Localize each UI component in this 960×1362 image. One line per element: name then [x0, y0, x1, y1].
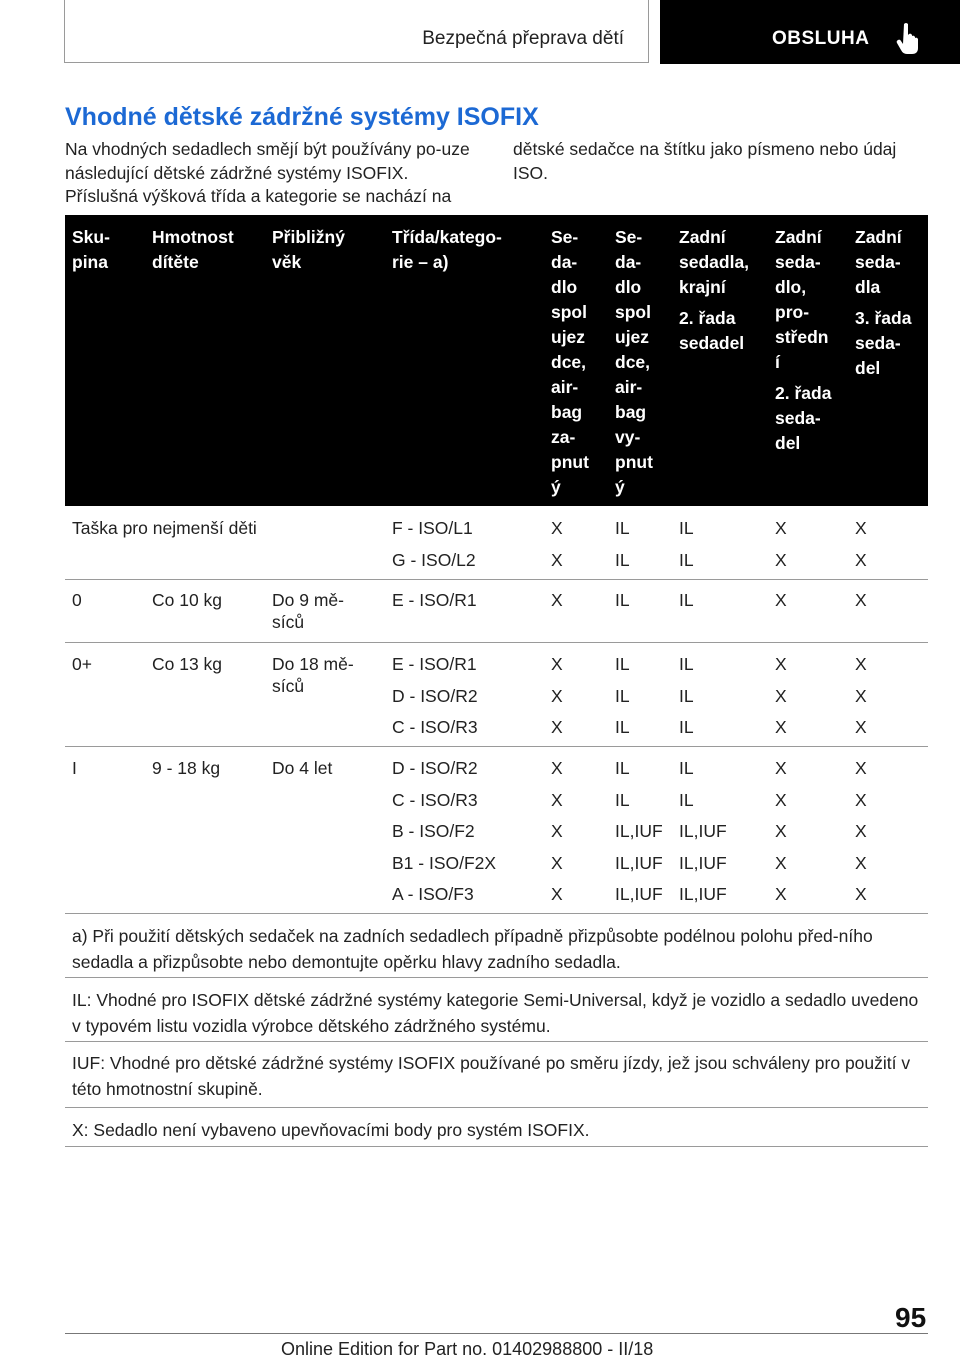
header-line: seda- [775, 252, 821, 272]
column-header-6 [615, 225, 653, 500]
header-line: dlo [551, 277, 578, 297]
header-line: dla [855, 277, 881, 297]
header-line: věk [272, 252, 302, 272]
table-cell: IL,IUF [615, 884, 663, 904]
header-line: spol [615, 302, 651, 322]
table-cell: IL [679, 758, 694, 778]
header-line: dce, [615, 352, 651, 372]
group-label: 0+ [72, 654, 92, 674]
footnote-rule [65, 1107, 928, 1108]
table-rule [65, 579, 928, 580]
header-line: ujez [615, 327, 650, 347]
page-number: 95 [895, 1302, 927, 1333]
table-cell: X [551, 758, 563, 778]
table-cell: X [855, 717, 867, 737]
header-subline: del [855, 358, 881, 378]
header-line: Se- [551, 227, 579, 247]
header-line: za- [551, 427, 576, 447]
column-header-7 [679, 225, 749, 356]
table-cell: X [551, 717, 563, 737]
table-cell: E - ISO/R1 [392, 654, 477, 674]
table-cell: X [551, 518, 563, 538]
table-cell: IL [615, 758, 630, 778]
header-line: vy- [615, 427, 641, 447]
footnote-rule [65, 1041, 928, 1042]
table-cell: IL [679, 789, 694, 810]
table-cell: IL,IUF [615, 852, 663, 873]
table-cell: X [551, 789, 563, 810]
table-cell: X [855, 758, 867, 778]
table-rule [65, 746, 928, 747]
table-cell: IL,IUF [679, 852, 727, 873]
header-line: sedadla, [679, 252, 750, 272]
table-cell: X [775, 821, 787, 841]
table-cell: X [775, 758, 787, 778]
header-line: da- [551, 252, 578, 272]
footnote-rule [65, 977, 928, 978]
table-cell: D - ISO/R2 [392, 685, 478, 706]
header-subline: del [775, 433, 801, 453]
header-line: spol [551, 302, 587, 322]
column-header-3 [272, 225, 345, 275]
header-line: pina [72, 252, 108, 272]
header-line: rie – a) [392, 252, 449, 272]
weight-cell: 9 - 18 kg [152, 758, 221, 778]
table-cell: B1 - ISO/F2X [392, 852, 497, 873]
age-cell: Do 4 let [272, 758, 333, 778]
header-line: pnut [551, 452, 589, 472]
age-cell: síců [272, 676, 305, 696]
table-cell: IL [615, 654, 630, 674]
table-cell: IL [615, 518, 630, 538]
header-line: Přibližný [272, 227, 345, 247]
table-header [65, 215, 928, 506]
header-line: seda- [855, 252, 901, 272]
header-line: Zadní [855, 227, 902, 247]
header-line: ujez [551, 327, 586, 347]
header-line: bag [551, 402, 583, 422]
table-cell: X [551, 685, 563, 706]
age-cell: Do 9 mě- [272, 590, 344, 610]
header-subline: 2. řada [775, 383, 832, 403]
footnote-rule [65, 1146, 928, 1147]
column-header-1 [72, 225, 110, 275]
table-cell: IL [679, 518, 694, 538]
table-cell: X [855, 549, 867, 570]
chapter-label: OBSLUHA [772, 28, 870, 49]
column-header-8 [775, 225, 831, 456]
section-title: Bezpečná přeprava dětí [422, 28, 624, 49]
table-cell: X [855, 685, 867, 706]
header-line: pnut [615, 452, 653, 472]
table-cell: IL [679, 590, 694, 610]
table-cell: X [551, 549, 563, 570]
table-cell: IL [615, 789, 630, 810]
table-cell: X [551, 852, 563, 873]
footnote: IUF: Vhodné pro dětské zádržné systémy ISOFIX používané po směru jízdy, jež jsou schváleny pro použití v této hmotnostní skupině. [72, 1053, 911, 1099]
header-subline: 2. řada [679, 308, 736, 328]
header-line: Se- [615, 227, 643, 247]
header-line: air- [551, 377, 579, 397]
table-cell: X [775, 549, 787, 570]
table-cell: X [855, 654, 867, 674]
table-cell: E - ISO/R1 [392, 590, 477, 610]
table-cell: X [551, 654, 563, 674]
header-line: Zadní [775, 227, 822, 247]
column-header-5 [551, 225, 589, 500]
footnote: IL: Vhodné pro ISOFIX dětské zádržné systémy kategorie Semi-Universal, když je vozidlo a sedadlo uvedeno v typovém listu vozidla výrobce dětského zádržného systému. [72, 990, 919, 1036]
table-cell: IL,IUF [679, 884, 727, 904]
table-cell: A - ISO/F3 [392, 884, 474, 904]
header-line: bag [615, 402, 647, 422]
column-header-9 [855, 225, 911, 381]
header-line: air- [615, 377, 643, 397]
table-cell: B - ISO/F2 [392, 821, 475, 841]
column-header-4 [392, 225, 502, 275]
table-cell: F - ISO/L1 [392, 518, 473, 538]
header-line: ý [551, 477, 561, 497]
header-line: da- [615, 252, 642, 272]
header-subline: 3. řada [855, 308, 912, 328]
table-cell: X [775, 884, 787, 904]
table-cell: C - ISO/R3 [392, 789, 478, 810]
table-cell: X [775, 590, 787, 610]
table-rule [65, 913, 928, 914]
edition-text: Online Edition for Part no. 01402988800 - II/18 [281, 1339, 654, 1359]
table-cell: IL,IUF [615, 821, 663, 841]
header-line: ý [615, 477, 625, 497]
header-line: Sku- [72, 227, 110, 247]
header-line: středn [775, 327, 829, 347]
header-line: Třída/katego- [392, 227, 502, 247]
table-cell: X [855, 852, 867, 873]
table-cell: X [775, 789, 787, 810]
table-cell: X [775, 852, 787, 873]
table-cell: IL [615, 549, 630, 570]
table-cell: IL [615, 685, 630, 706]
table-cell: X [855, 789, 867, 810]
header-section-box [64, 0, 649, 63]
group-label: 0 [72, 590, 82, 610]
header-line: pro- [775, 302, 810, 322]
table-cell: IL [615, 717, 630, 737]
table-cell: G - ISO/L2 [392, 549, 476, 570]
table-cell: X [551, 590, 563, 610]
group-label: I [72, 758, 77, 778]
table-cell: IL [679, 717, 694, 737]
table-cell: D - ISO/R2 [392, 758, 478, 778]
header-subline: seda- [775, 408, 821, 428]
table-cell: IL [679, 654, 694, 674]
group-label: Taška pro nejmenší děti [72, 518, 257, 538]
header-line: Zadní [679, 227, 726, 247]
footer-rule [65, 1333, 928, 1334]
header-line: dítěte [152, 252, 199, 272]
header-subline: seda- [855, 333, 901, 353]
table-cell: C - ISO/R3 [392, 717, 478, 737]
table-cell: X [775, 685, 787, 706]
table-cell: IL [615, 590, 630, 610]
table-cell: X [551, 884, 563, 904]
age-cell: síců [272, 612, 305, 632]
header-line: Hmotnost [152, 227, 234, 247]
footnote: X: Sedadlo není vybaveno upevňovacími body pro systém ISOFIX. [72, 1120, 590, 1140]
header-line: dlo [615, 277, 642, 297]
header-line: krajní [679, 277, 726, 297]
table-cell: X [855, 884, 867, 904]
table-cell: X [775, 717, 787, 737]
intro-text-right: dětské sedačce na štítku jako písmeno nebo údaj ISO. [513, 139, 897, 183]
age-cell: Do 18 mě- [272, 654, 354, 674]
chapter-tab [660, 0, 960, 64]
table-cell: IL [679, 685, 694, 706]
table-cell: X [551, 821, 563, 841]
weight-cell: Co 13 kg [152, 654, 223, 674]
header-line: í [775, 352, 780, 372]
table-cell: X [775, 518, 787, 538]
table-cell: X [855, 821, 867, 841]
table-rule [65, 642, 928, 643]
column-header-2 [152, 225, 234, 275]
header-line: dlo, [775, 277, 807, 297]
header-line: dce, [551, 352, 587, 372]
weight-cell: Co 10 kg [152, 590, 223, 610]
footnote: a) Při použití dětských sedaček na zadních sedadlech případně přizpůsobte podélnou polohu před-ního sedadla a přizpůsobte nebo demontujte opěrku hlavy zadního sedadla. [72, 926, 873, 972]
intro-text-left: Na vhodných sedadlech smějí být používány po-uze následující dětské zádržné systémy ISOFIX. Příslušná výšková třída a kategorie se nachází na [65, 139, 470, 206]
table-cell: X [855, 590, 867, 610]
pointing-hand-icon [896, 22, 922, 54]
table-cell: IL [679, 549, 694, 570]
page-title: Vhodné dětské zádržné systémy ISOFIX [65, 103, 539, 131]
table-cell: X [775, 654, 787, 674]
header-subline: sedadel [679, 333, 745, 353]
table-cell: X [855, 518, 867, 538]
table-cell: IL,IUF [679, 821, 727, 841]
